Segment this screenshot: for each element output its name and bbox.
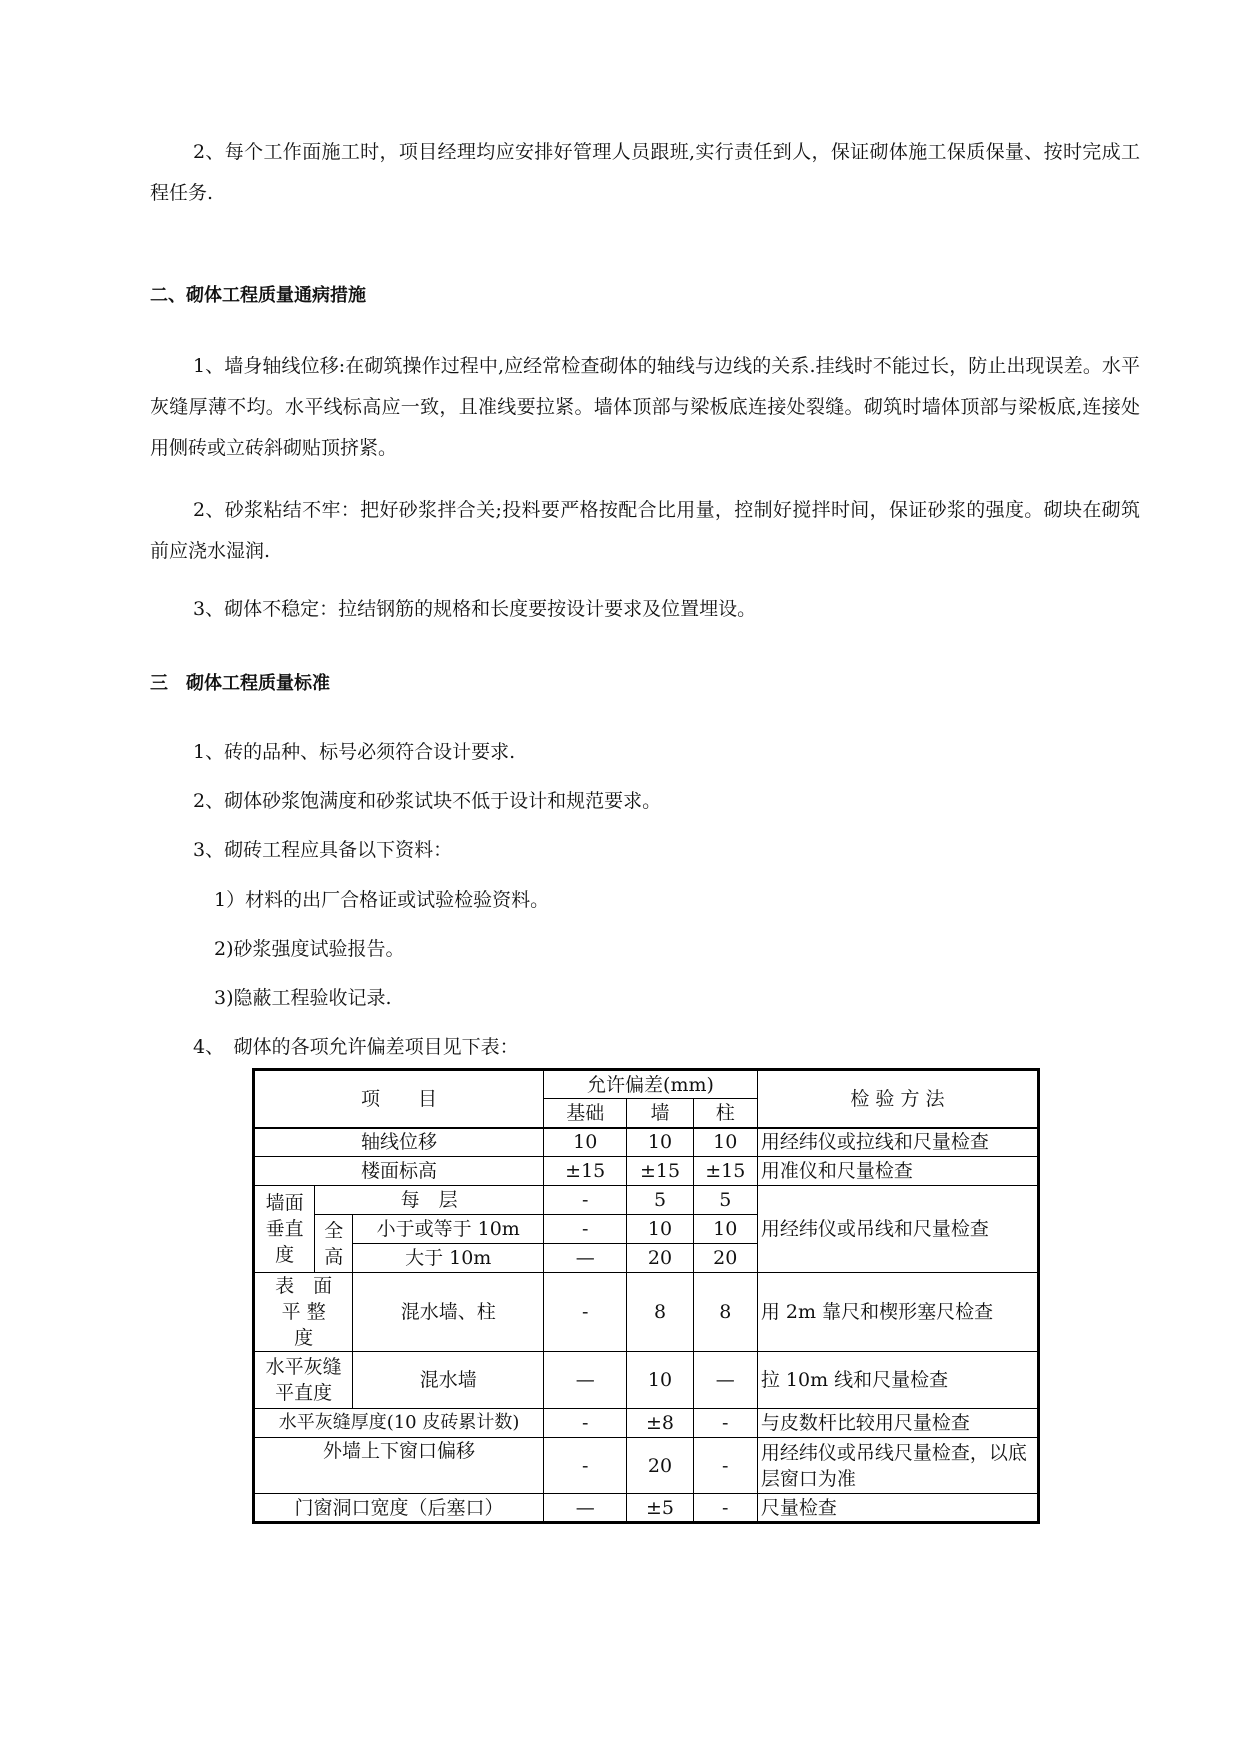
cell-foundation: 10: [544, 1128, 627, 1157]
cell-column: 5: [693, 1186, 757, 1215]
section-3-heading: 三 砌体工程质量标准: [150, 673, 330, 694]
row-group-label: 表 面平 整 度: [254, 1273, 353, 1352]
cell-method: 用经纬仪或吊线尺量检查，以底层窗口为准: [757, 1438, 1038, 1494]
header-foundation: 基础: [544, 1099, 627, 1128]
cell-foundation: —: [544, 1244, 627, 1273]
cell-column: 10: [693, 1128, 757, 1157]
cell-wall: 20: [627, 1438, 693, 1494]
material-sub-item-1: 1）材料的出厂合格证或试验检验资料。: [214, 889, 550, 911]
cell-column: -: [693, 1409, 757, 1438]
cell-method: 与皮数杆比较用尺量检查: [757, 1409, 1038, 1438]
row-label: 门窗洞口宽度（后塞口）: [254, 1494, 544, 1523]
cell-wall: ±5: [627, 1494, 693, 1523]
cell-method: 用经纬仪或吊线和尺量检查: [757, 1186, 1038, 1273]
section-2-paragraph-3: 3、砌体不稳定：拉结钢筋的规格和长度要按设计要求及位置埋设。: [193, 598, 757, 620]
cell-column: -: [693, 1494, 757, 1523]
row-label: 外墙上下窗口偏移: [254, 1438, 544, 1494]
header-wall: 墙: [627, 1099, 693, 1128]
row-label: 大于 10m: [353, 1244, 544, 1273]
cell-foundation: -: [544, 1186, 627, 1215]
cell-method: 用经纬仪或拉线和尺量检查: [757, 1128, 1038, 1157]
allowable-deviation-table: [252, 1068, 1040, 1524]
table-row: [254, 1352, 1039, 1409]
cell-method: 用 2m 靠尺和楔形塞尺检查: [757, 1273, 1038, 1352]
table-row: [254, 1157, 1039, 1186]
cell-foundation: -: [544, 1409, 627, 1438]
cell-foundation: -: [544, 1438, 627, 1494]
header-column: 柱: [693, 1099, 757, 1128]
row-subgroup-label: 全高: [315, 1215, 353, 1273]
section-2-paragraph-1: 1、墙身轴线位移:在砌筑操作过程中,应经常检查砌体的轴线与边线的关系.挂线时不能过长，防止出现误差。水平灰缝厚薄不均。水平线标高应一致，且准线要拉紧。墙体顶部与梁板底连接处裂缝。砌筑时墙体顶部与梁板底,连接处用侧砖或立砖斜砌贴顶挤紧。: [150, 355, 1140, 459]
cell-method: 拉 10m 线和尺量检查: [757, 1352, 1038, 1409]
cell-wall: 10: [627, 1215, 693, 1244]
cell-column: 20: [693, 1244, 757, 1273]
cell-wall: ±15: [627, 1157, 693, 1186]
row-label: 轴线位移: [254, 1128, 544, 1157]
section-2-heading: 二、砌体工程质量通病措施: [150, 285, 366, 306]
cell-wall: ±8: [627, 1409, 693, 1438]
section-2-paragraph-2: 2、砂浆粘结不牢：把好砂浆拌合关;投料要严格按配合比用量，控制好搅拌时间，保证砂浆的强度。砌块在砌筑前应浇水湿润.: [150, 499, 1140, 562]
table-row: [254, 1438, 1039, 1494]
standard-item-3: 3、砌砖工程应具备以下资料：: [193, 839, 453, 861]
standard-item-4: 4、 砌体的各项允许偏差项目见下表：: [193, 1036, 519, 1058]
header-inspection-method: 检 验 方 法: [757, 1070, 1038, 1128]
cell-wall: 5: [627, 1186, 693, 1215]
cell-method: 用准仪和尺量检查: [757, 1157, 1038, 1186]
cell-foundation: —: [544, 1352, 627, 1409]
cell-wall: 10: [627, 1352, 693, 1409]
cell-column: 10: [693, 1215, 757, 1244]
cell-wall: 10: [627, 1128, 693, 1157]
table-header-row: [254, 1070, 1039, 1099]
cell-column: -: [693, 1438, 757, 1494]
table-row: [254, 1186, 1039, 1215]
row-label: 混水墙、柱: [353, 1273, 544, 1352]
cell-foundation: ±15: [544, 1157, 627, 1186]
table-row: [254, 1409, 1039, 1438]
standard-item-2: 2、砌体砂浆饱满度和砂浆试块不低于设计和规范要求。: [193, 790, 662, 812]
table-row: [254, 1128, 1039, 1157]
cell-wall: 20: [627, 1244, 693, 1273]
standard-item-1: 1、砖的品种、标号必须符合设计要求.: [193, 741, 516, 763]
row-label: 每 层: [315, 1186, 544, 1215]
row-label: 楼面标高: [254, 1157, 544, 1186]
intro-paragraph-1: 2、每个工作面施工时，项目经理均应安排好管理人员跟班,实行责任到人，保证砌体施工保质保量、按时完成工程任务.: [150, 141, 1140, 204]
row-group-label: 水平灰缝平直度: [254, 1352, 353, 1409]
header-item: 项 目: [254, 1070, 544, 1128]
cell-foundation: -: [544, 1215, 627, 1244]
row-label: 小于或等于 10m: [353, 1215, 544, 1244]
material-sub-item-2: 2)砂浆强度试验报告。: [214, 938, 405, 960]
table-row: [254, 1273, 1039, 1352]
cell-foundation: —: [544, 1494, 627, 1523]
cell-column: 8: [693, 1273, 757, 1352]
cell-column: ±15: [693, 1157, 757, 1186]
cell-method: 尺量检查: [757, 1494, 1038, 1523]
cell-column: —: [693, 1352, 757, 1409]
row-group-label: 墙面垂直度: [254, 1186, 315, 1273]
row-label: 水平灰缝厚度(10 皮砖累计数): [254, 1409, 544, 1438]
cell-foundation: -: [544, 1273, 627, 1352]
row-label: 混水墙: [353, 1352, 544, 1409]
table-row: [254, 1494, 1039, 1523]
material-sub-item-3: 3)隐蔽工程验收记录.: [214, 987, 392, 1009]
header-allowable-deviation: 允许偏差(mm): [544, 1070, 758, 1099]
cell-wall: 8: [627, 1273, 693, 1352]
